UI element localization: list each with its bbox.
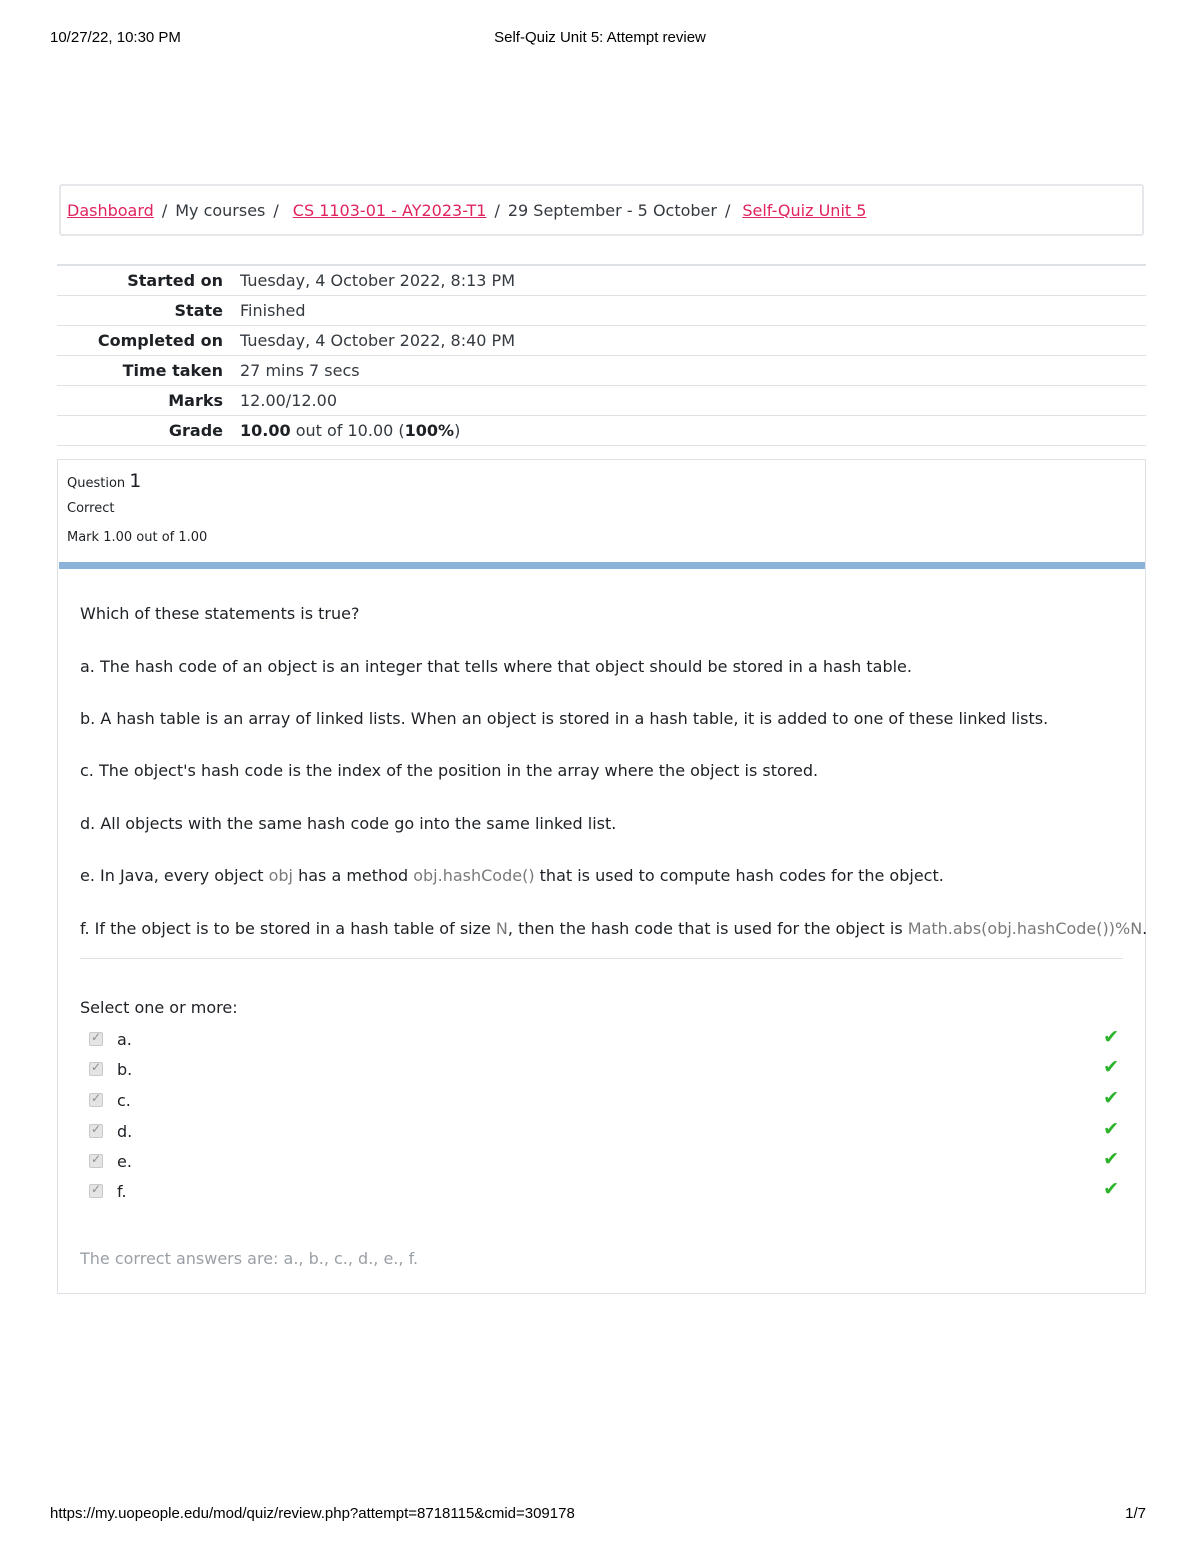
summary-value: Tuesday, 4 October 2022, 8:13 PM [240, 271, 516, 290]
summary-label: Started on [127, 271, 223, 290]
code-math-abs: Math.abs(obj.hashCode())%N [907, 919, 1143, 938]
summary-label: Time taken [122, 361, 223, 380]
checked-checkbox-icon[interactable] [89, 1124, 103, 1138]
answer-prompt: Select one or more: [80, 998, 238, 1017]
question-accent-bar [59, 562, 1145, 569]
summary-row [57, 265, 1146, 296]
summary-value: 27 mins 7 secs [240, 361, 360, 380]
question-number-value: 1 [129, 470, 142, 492]
statement-b: b. A hash table is an array of linked lists. When an object is stored in a hash table, it is added to one of these linked lists. [80, 709, 1049, 728]
checked-checkbox-icon[interactable] [89, 1154, 103, 1168]
answer-option-d[interactable] [89, 1118, 1119, 1142]
correct-answers-text: The correct answers are: a., b., c., d., e., f. [80, 1249, 419, 1268]
print-page-number: 1/7 [1125, 1505, 1146, 1522]
summary-label: Completed on [97, 331, 223, 350]
breadcrumb-my-courses: My courses [175, 200, 266, 220]
question-intro: Which of these statements is true? [80, 604, 360, 623]
grade-percent: 100% [404, 421, 455, 440]
question-number [67, 470, 207, 492]
breadcrumb-quiz-link[interactable]: Self-Quiz Unit 5 [742, 200, 867, 220]
question-label: Question [67, 476, 126, 491]
summary-value: Tuesday, 4 October 2022, 8:40 PM [240, 331, 516, 350]
question-feedback [59, 1232, 1145, 1292]
green-check-icon: ✔ [1103, 1056, 1119, 1078]
breadcrumb-course-link[interactable]: CS 1103-01 - AY2023-T1 [292, 200, 487, 220]
statement-d: d. All objects with the same hash code go into the same linked list. [80, 814, 617, 833]
statement-e-text: e. In Java, every object [80, 866, 269, 885]
summary-label: Grade [168, 421, 223, 440]
statement-f-text: f. If the object is to be stored in a hash table of size [80, 919, 496, 938]
summary-label: Marks [168, 391, 223, 410]
answer-option-b[interactable] [89, 1056, 1119, 1080]
statement-f [80, 919, 1147, 938]
grade-out-of: out of 10.00 ( [290, 421, 405, 440]
code-obj: obj [268, 866, 293, 885]
statement-a: a. The hash code of an object is an integer that tells where that object should be stored in a hash table. [80, 657, 912, 676]
breadcrumb-dashboard-link[interactable]: Dashboard [67, 200, 154, 220]
breadcrumb-separator: / [161, 200, 168, 220]
answer-option-f[interactable] [89, 1178, 1119, 1202]
checked-checkbox-icon[interactable] [89, 1184, 103, 1198]
question-content [59, 569, 1148, 1232]
summary-row [57, 326, 1146, 356]
answer-option-a[interactable] [89, 1026, 1119, 1050]
attempt-summary-table [57, 264, 1146, 446]
answer-label: e. [117, 1152, 132, 1171]
answer-label: d. [117, 1122, 133, 1141]
summary-row [57, 416, 1146, 446]
answer-option-c[interactable] [89, 1087, 1119, 1111]
summary-value [231, 416, 1146, 446]
green-check-icon: ✔ [1103, 1087, 1119, 1109]
breadcrumb [59, 184, 1144, 236]
print-url: https://my.uopeople.edu/mod/quiz/review.php?attempt=8718115&cmid=309178 [50, 1505, 575, 1522]
checked-checkbox-icon[interactable] [89, 1093, 103, 1107]
breadcrumb-week: 29 September - 5 October [507, 200, 717, 220]
green-check-icon: ✔ [1103, 1118, 1119, 1140]
breadcrumb-separator: / [273, 200, 279, 220]
summary-row [57, 356, 1146, 386]
breadcrumb-separator: / [724, 200, 731, 220]
code-hashcode: obj.hashCode() [413, 866, 535, 885]
question-card [57, 459, 1146, 1294]
question-state: Correct [67, 501, 115, 516]
statement-e-text: has a method [293, 866, 414, 885]
answer-label: f. [117, 1182, 127, 1201]
answer-label: a. [117, 1030, 132, 1049]
green-check-icon: ✔ [1103, 1026, 1119, 1048]
checked-checkbox-icon[interactable] [89, 1062, 103, 1076]
answer-label: c. [117, 1091, 131, 1110]
summary-value: 12.00/12.00 [240, 391, 337, 410]
checked-checkbox-icon[interactable] [89, 1032, 103, 1046]
print-title: Self-Quiz Unit 5: Attempt review [494, 29, 706, 46]
code-n: N [495, 919, 508, 938]
answer-label: b. [117, 1060, 133, 1079]
statement-e [80, 866, 944, 885]
grade-score: 10.00 [240, 421, 291, 440]
green-check-icon: ✔ [1103, 1148, 1119, 1170]
statement-f-text: . [1142, 919, 1148, 938]
summary-row [57, 296, 1146, 326]
summary-label: State [174, 301, 223, 320]
summary-row [57, 386, 1146, 416]
breadcrumb-separator: / [494, 200, 500, 220]
green-check-icon: ✔ [1103, 1178, 1119, 1200]
grade-close: ) [454, 421, 461, 440]
answer-option-e[interactable] [89, 1148, 1119, 1172]
question-mark: Mark 1.00 out of 1.00 [67, 530, 208, 545]
question-info [67, 470, 207, 545]
statement-e-text: that is used to compute hash codes for the object. [534, 866, 944, 885]
statement-c: c. The object's hash code is the index of the position in the array where the object is stored. [80, 761, 819, 780]
statement-f-text: , then the hash code that is used for the object is [507, 919, 908, 938]
summary-value: Finished [240, 301, 306, 320]
question-divider [80, 958, 1123, 959]
print-datetime: 10/27/22, 10:30 PM [50, 29, 181, 46]
